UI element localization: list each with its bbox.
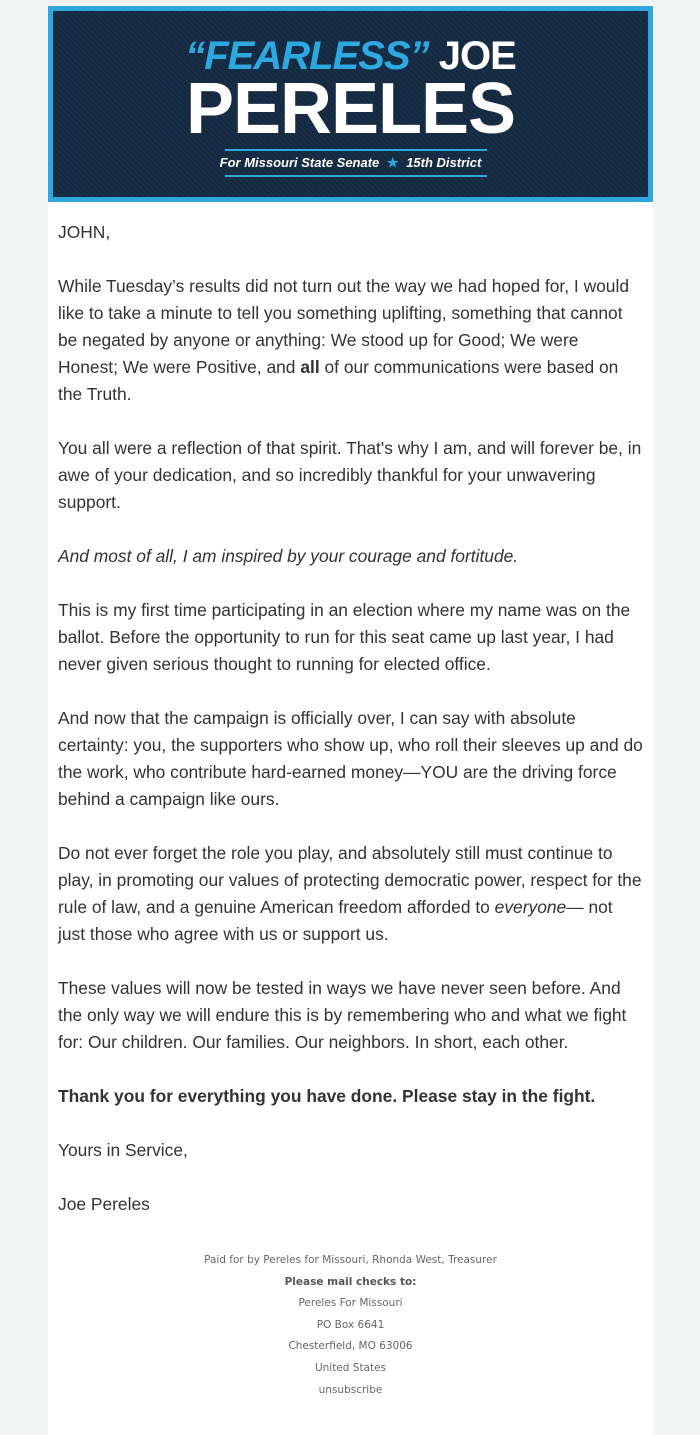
logo-district-text: 15th District xyxy=(406,155,482,170)
signature: Joe Pereles xyxy=(58,1194,150,1214)
mailing-org: Pereles For Missouri xyxy=(298,1297,403,1310)
signoff: Yours in Service, xyxy=(58,1140,188,1160)
email-footer xyxy=(48,1250,653,1401)
logo-office-text: For Missouri State Senate xyxy=(219,155,380,170)
closing-line: Thank you for everything you have done. Please stay in the fight. xyxy=(58,1086,596,1106)
paragraph-first-time: This is my first time participating in an election where my name was on the ballot. Before the opportunity to run for this seat came up last year, I had never given serious thought to running for elected office. xyxy=(58,600,631,674)
unsubscribe-link[interactable]: unsubscribe xyxy=(318,1383,383,1396)
mailing-po-box: PO Box 6641 xyxy=(316,1318,385,1331)
salutation: JOHN, xyxy=(58,222,111,242)
paragraph-spirit: You all were a reflection of that spirit. That's why I am, and will forever be, in awe of your dedication, and so incredibly thankful for your unwavering support. xyxy=(58,438,642,512)
letter-body xyxy=(58,219,643,1245)
paragraph-values-italic: everyone xyxy=(494,897,567,917)
star-icon: ★ xyxy=(386,155,399,170)
logo-office-line xyxy=(53,154,648,172)
paragraph-results-text-b: of our communications were based on the Truth. xyxy=(58,357,619,404)
paragraph-inspired: And most of all, I am inspired by your courage and fortitude. xyxy=(58,546,519,566)
logo-surname-text: PERELES xyxy=(185,69,516,149)
paid-for-disclaimer: Paid for by Pereles for Missouri, Rhonda West, Treasurer xyxy=(204,1254,497,1266)
logo-fearless-text: “FEARLESS” xyxy=(185,34,429,78)
paragraph-results-text-a: While Tuesday’s results did not turn out the way we had hoped for, I would like to take a minute to tell you something uplifting, something that cannot be negated by anyone or anything: We stood up for Good; We were Honest; We were Positive, and xyxy=(58,276,630,377)
mailing-country: United States xyxy=(314,1361,387,1374)
paragraph-values-text-a: Do not ever forget the role you play, and absolutely still must continue to play, in promoting our values of protecting democratic power, respect for the rule of law, and a genuine American freedom afforded to xyxy=(58,843,642,917)
mailing-city: Chesterfield, MO 63006 xyxy=(288,1340,413,1353)
campaign-header xyxy=(53,11,648,197)
email-container xyxy=(48,6,653,1435)
logo-divider-bottom xyxy=(225,175,487,177)
logo-divider-top xyxy=(225,149,487,151)
paragraph-tested: These values will now be tested in ways we have never seen before. And the only way we will endure this is by remembering who and what we fight for: Our children. Our families. Our neighbors. In short, each other. xyxy=(58,978,627,1052)
campaign-logo xyxy=(53,11,648,197)
paragraph-values-role xyxy=(58,840,643,948)
mail-checks-label: Please mail checks to: xyxy=(284,1275,417,1288)
logo-joe-text: JOE xyxy=(438,34,516,78)
paragraph-values-text-b: — not just those who agree with us or support us. xyxy=(58,897,613,944)
campaign-header-banner xyxy=(48,6,653,202)
paragraph-results xyxy=(58,273,643,408)
paragraph-results-bold: all xyxy=(300,357,320,377)
paragraph-campaign-over: And now that the campaign is officially over, I can say with absolute certainty: you, the supporters who show up, who roll their sleeves up and do the work, who contribute hard-earned money—YOU are the driving force behind a campaign like ours. xyxy=(58,708,643,809)
